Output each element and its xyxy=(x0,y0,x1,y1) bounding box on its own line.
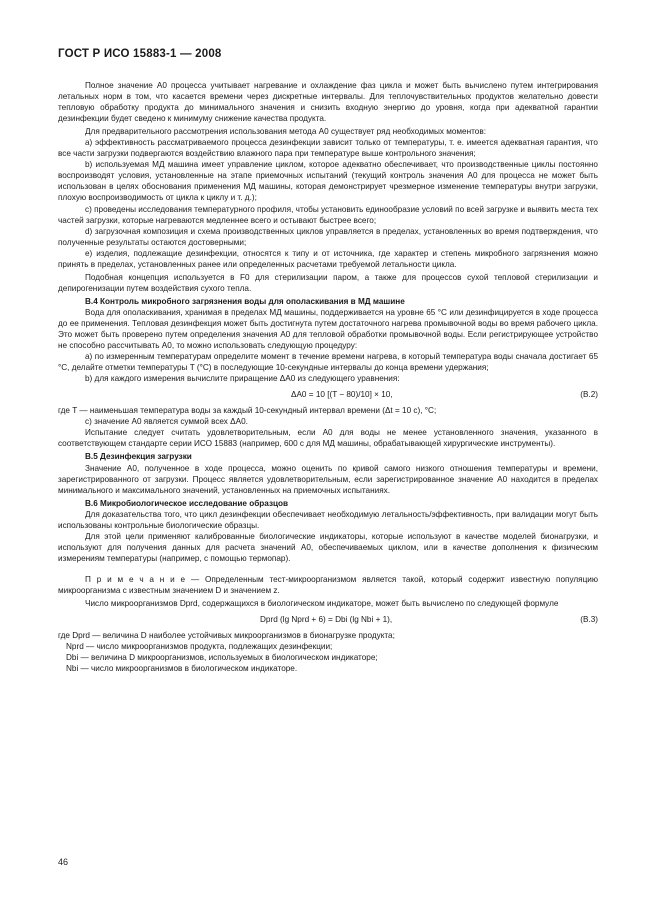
definition: Dbi — величина D микроорганизмов, используемых в биологическом индикаторе; xyxy=(66,653,378,663)
paragraph: Полное значение A0 процесса учитывает нагревание и охлаждение фаз цикла и может быть вычислено путем интегрирования летальных норм в том, что касается времени через дискретные интервалы. Для теплочувствительных продуктов желательно довести тепловую обработку продукта до минимального значения и снизить входную энергию до уровня, когда при адекватной гарантии дезинфекции будет сведено к минимуму снижение качества продукта. xyxy=(58,81,598,124)
section-heading-b4: B.4 Контроль микробного загрязнения воды для ополаскивания в МД машине xyxy=(85,296,405,306)
formula-expression: Dprd (lg Nprd + 6) = Dbi (lg Nbi + 1), xyxy=(260,615,393,625)
paragraph: Для доказательства того, что цикл дезинфекции обеспечивает необходимую летальность/эффективность, при валидации могут быть использованы контрольные биологические образцы. xyxy=(58,509,598,530)
document-body xyxy=(58,80,598,674)
note-label: П р и м е ч а н и е xyxy=(85,574,186,584)
list-item: a) по измеренным температурам определите момент в течение времени нагрева, в который температура воды сначала достигает 65 °С, делайте отметки температуры T (°С) в последующие 10-секундные интервалы до конца времени удержания; xyxy=(58,352,598,373)
note xyxy=(58,574,598,596)
section-heading-b5: B.5 Дезинфекция загрузки xyxy=(85,452,192,462)
list-item: d) загрузочная композиция и схема производственных циклов управляется в пределах, установленных во время подтверждения, что полученные результаты остаются достоверными; xyxy=(58,226,598,247)
formula-number: (B.3) xyxy=(580,615,598,625)
formula-b2 xyxy=(58,388,598,402)
list-item: c) проведены исследования температурного профиля, чтобы установить единообразие условий по всей загрузке и выявить места тех частей загрузки, которые нагреваются медленнее всего и остывают быстрее всего; xyxy=(58,204,598,225)
formula-b3 xyxy=(58,613,598,627)
definition: где Dprd — величина D наиболее устойчивых микроорганизмов в бионагрузке продукта; xyxy=(58,631,395,641)
formula-expression: ΔA0 = 10 [(T − 80)/10] × 10, xyxy=(291,390,393,400)
paragraph: Число микроорганизмов Dprd, содержащихся в биологическом индикаторе, может быть вычислено по следующей формуле xyxy=(85,599,559,609)
list-item: a) эффективность рассматриваемого процесса дезинфекции зависит только от температуры, т. е. имеется адекватная гарантия, что все части загрузки подвергаются воздействию влажного пара при температуре выше контрольного значения; xyxy=(58,138,598,159)
list-item: c) значение A0 является суммой всех ΔA0. xyxy=(85,417,248,427)
paragraph: Подобная концепция используется в F0 для стерилизации паром, а также для процессов сухой тепловой стерилизации и депирогенизации путем воздействия сухого тепла. xyxy=(58,272,598,293)
list-item: b) для каждого измерения вычислите приращение ΔA0 из следующего уравнения: xyxy=(85,374,400,384)
definition: где T — наименьшая температура воды за каждый 10-секундный интервал времени (Δt = 10 с), °С; xyxy=(58,406,437,416)
standard-header: ГОСТ Р ИСО 15883-1 — 2008 xyxy=(58,48,222,60)
section-heading-b6: B.6 Микробиологическое исследование образцов xyxy=(85,498,289,508)
list-item: b) используемая МД машина имеет управление циклом, которое адекватно обеспечивает, что производственные циклы постоянно воспроизводят условия, установленные на этапе приемочных испытаний (текущий контроль значения A0 для процесса не может быть использован в целях обоснования применения МД машины, которая демонстрирует чрезмерное изменение температуры внутри загрузки, плохую воспроизводимость от цикла к циклу и т. д.); xyxy=(58,160,598,203)
note-text: — Определенным тест-микроорганизмом является такой, который содержит известную популяцию микроорганизма с известным значением D и значением z. xyxy=(58,574,598,595)
definition: Nprd — число микроорганизмов продукта, подлежащих дезинфекции; xyxy=(66,642,333,652)
paragraph: Для предварительного рассмотрения использования метода A0 существует ряд необходимых моментов: xyxy=(85,127,486,137)
paragraph: Испытание следует считать удовлетворительным, если A0 для воды не менее установленного значения, указанного в соответствующем стандарте серии ИСО 15883 (например, 600 с для МД машины, обрабатывающей хирургические инструменты). xyxy=(58,428,598,449)
paragraph: Вода для ополаскивания, хранимая в пределах МД машины, поддерживается на уровне 65 °С или дезинфицируется в ходе процесса до ее применения. Тепловая дезинфекция может быть достигнута путем достаточного нагрева промывочной воды во время рабочего цикла. Это может быть проверено путем определения значения A0 для тепловой обработки промывочной воды. Если регистрирующее устройство не способно рассчитывать A0, то можно использовать следующую процедуру: xyxy=(58,307,598,351)
paragraph: Значение A0, полученное в ходе процесса, можно оценить по кривой самого низкого отношения температуры и времени, зарегистрированного от загрузки. Процесс является удовлетворительным, если зарегистрированное значение A0 находится в пределах минимального и максимального значений, установленных на приемочных испытаниях. xyxy=(58,463,598,495)
page-number: 46 xyxy=(58,857,69,867)
list-item: e) изделия, подлежащие дезинфекции, относятся к типу и от источника, где характер и степень микробного загрязнения можно принять в пределах, установленных ранее или определенных расчетами требуемой летальности цикла. xyxy=(58,248,598,269)
definition: Nbi — число микроорганизмов в биологическом индикаторе. xyxy=(66,664,298,674)
paragraph: Для этой цели применяют калиброванные биологические индикаторы, которые используют в качестве моделей бионагрузки, и используют для получения данных для расчета значений A0, обеспечиваемых циклом, или в качестве дополнения к физическим измерениям температуры (например, с помощью термопар). xyxy=(58,531,598,563)
formula-number: (B.2) xyxy=(580,390,598,400)
